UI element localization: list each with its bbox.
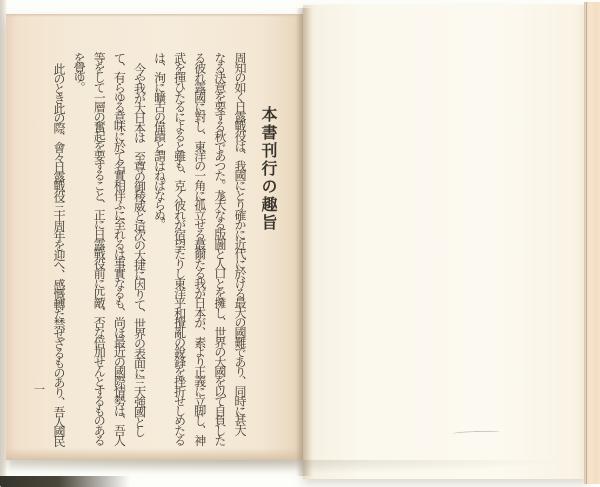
body-text (52, 52, 246, 454)
right-page (303, 5, 588, 479)
text-column: て、有らゆる意味に於て名實相伴ふに至れるは事實なるも、尚ほ最近の國際情勢は、吾人 (112, 52, 127, 445)
fore-edge-page-stack (584, 2, 600, 484)
text-column: 周知の如く日露戰役は、我國にとり確かに近代に於ける最大の國難であり、同時に甚大 (232, 52, 247, 435)
book-cover-bottom-edge (0, 476, 130, 487)
page-number: 一 (34, 383, 45, 396)
text-column: は、洵に曠古の偉蹟と謂はねばならぬ。 (152, 52, 167, 229)
chapter-heading: 本書刊行の趣旨 (259, 106, 278, 232)
text-column: 此のとき此の際、會々日露戰役三十周年を迎へ、感慨轉た禁ぜざるものあり、吾人國民 (52, 63, 66, 446)
text-column: 武を揮ひたるによると雖も、克く彼れが宿望たりし東洋平和攪亂の銳鋒を挫折せしめたる (172, 52, 187, 445)
text-column: 等をして一層の奮起を要すること、正に日露戰役前に匹敵、否な倍加せんとするものある (92, 52, 107, 445)
text-column: なる決意を要する秋であつた。尨大なる版圖と人口とを擁し、世界の大國を以て自負した (212, 52, 227, 445)
book-gutter (296, 8, 312, 476)
text-column: る彼れ露國に對し、東洋の一角に孤立せる蕞爾たる我が日本が、素より正義に立脚し、神 (192, 52, 207, 445)
text-column: 今や我が大日本は 至尊の御稜威と這次の大捷に因りて、世界の表面に三大強國とし (132, 63, 147, 436)
book-shadow (10, 460, 570, 474)
text-column: を覺ゆ。 (72, 52, 87, 92)
